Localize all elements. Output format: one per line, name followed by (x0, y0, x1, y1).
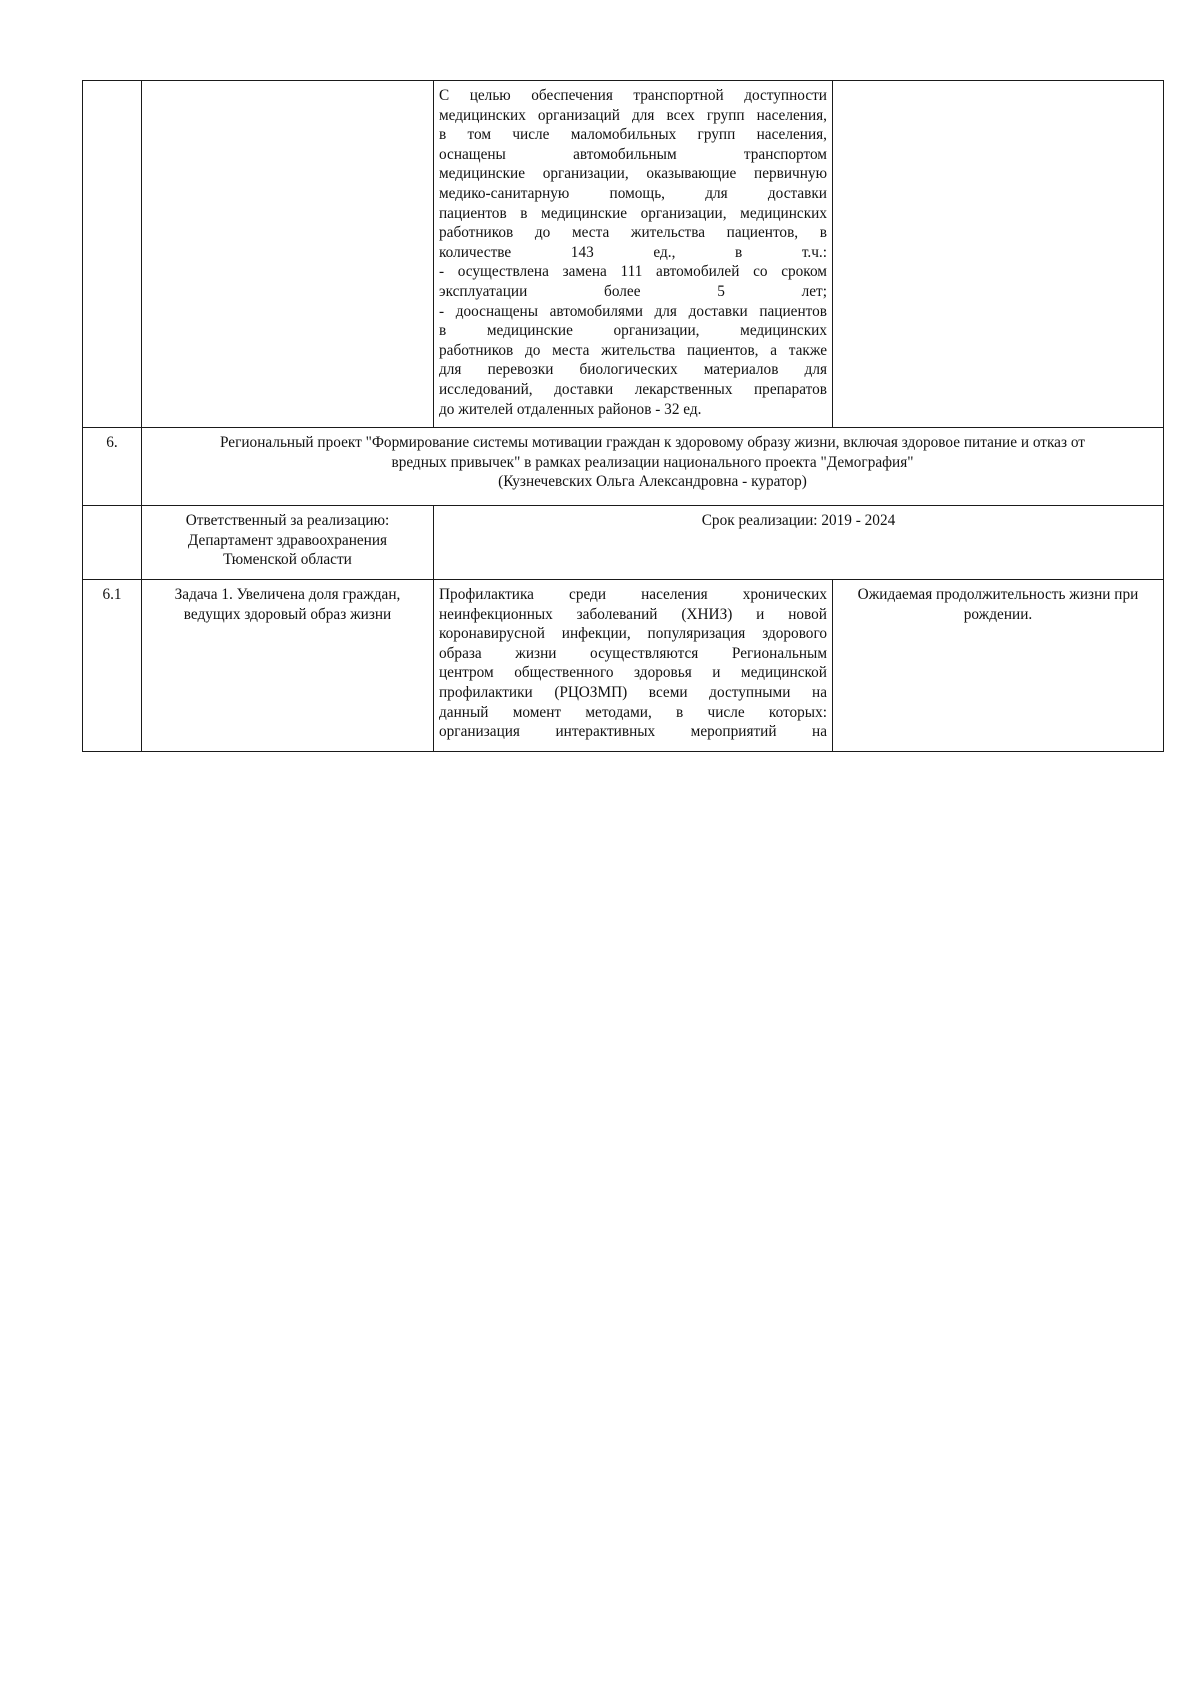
term-cell: Срок реализации: 2019 - 2024 (434, 506, 1164, 580)
description-line: Профилактика среди населения хронических (439, 586, 827, 603)
responsible-label: Ответственный за реализацию: (185, 512, 390, 529)
description-line: количестве 143 ед., в т.ч.: (439, 243, 827, 261)
description-line: - осуществлена замена 111 автомобилей со сроком (439, 263, 827, 281)
table-row-task-6-1 (83, 580, 1164, 752)
task-indicator-line-1: Ожидаемая продолжительность жизни при (857, 586, 1139, 603)
description-line: коронавирусной инфекции, популяризация здорового (439, 625, 827, 643)
project-title-cell (142, 428, 1164, 506)
task-name-cell (142, 580, 434, 752)
description-line: центром общественного здоровья и медицинской (439, 664, 827, 682)
description-line: для перевозки биологических материалов для (439, 361, 827, 379)
row-name-cell (142, 81, 434, 428)
description-line: эксплуатации более 5 лет; (439, 282, 827, 300)
project-number-cell: 6. (83, 428, 142, 506)
description-line: медицинских организаций для всех групп населения, (439, 106, 827, 124)
description-line: медико-санитарную помощь, для доставки (439, 184, 827, 202)
task-number-cell: 6.1 (83, 580, 142, 752)
task-indicator-line-2: рождении. (963, 605, 1033, 623)
description-line: работников до места жительства пациентов, а также (439, 341, 827, 359)
description-line: до жителей отдаленных районов - 32 ед. (439, 400, 702, 418)
description-line: исследований, доставки лекарственных препаратов (439, 380, 827, 398)
responsible-department-line-1: Департамент здравоохранения (187, 531, 388, 549)
description-line: образа жизни осуществляются Региональным (439, 644, 827, 662)
description-line: - дооснащены автомобилями для доставки пациентов (439, 302, 827, 320)
description-line: организация интерактивных мероприятий на (439, 723, 827, 741)
project-curator: (Кузнечевских Ольга Александровна - куратор) (498, 473, 807, 491)
row-description-cell (434, 81, 833, 428)
task-indicator-cell (833, 580, 1164, 752)
responsible-department-line-2: Тюменской области (223, 551, 352, 569)
task-name-line-2: ведущих здоровый образ жизни (183, 605, 392, 623)
description-line: медицинские организации, оказывающие первичную (439, 165, 827, 183)
description-line: профилактики (РЦОЗМП) всеми доступными на (439, 683, 827, 701)
project-title-line-2: вредных привычек" в рамках реализации национального проекта "Демография" (391, 453, 914, 471)
task-description-cell (434, 580, 833, 752)
description-line: С целью обеспечения транспортной доступности (439, 87, 827, 104)
table-row-responsible (83, 506, 1164, 580)
table-row-transport (83, 81, 1164, 428)
responsible-cell (142, 506, 434, 580)
responsible-number-cell (83, 506, 142, 580)
description-line: в том числе маломобильных групп населения, (439, 126, 827, 144)
description-line: неинфекционных заболеваний (ХНИЗ) и новой (439, 605, 827, 623)
table-row-project-6 (83, 428, 1164, 506)
task-name-line-1: Задача 1. Увеличена доля граждан, (174, 586, 401, 603)
description-line: в медицинские организации, медицинских (439, 322, 827, 340)
program-table (82, 80, 1164, 752)
description-line: данный момент методами, в числе которых: (439, 703, 827, 721)
row-indicator-cell (833, 81, 1164, 428)
description-line: пациентов в медицинские организации, медицинских (439, 204, 827, 222)
row-number-cell (83, 81, 142, 428)
description-line: оснащены автомобильным транспортом (439, 145, 827, 163)
description-line: работников до места жительства пациентов, в (439, 224, 827, 242)
project-title-line-1: Региональный проект "Формирование системы мотивации граждан к здоровому образу жизни, включая здоровое питание и отказ от (220, 434, 1085, 451)
